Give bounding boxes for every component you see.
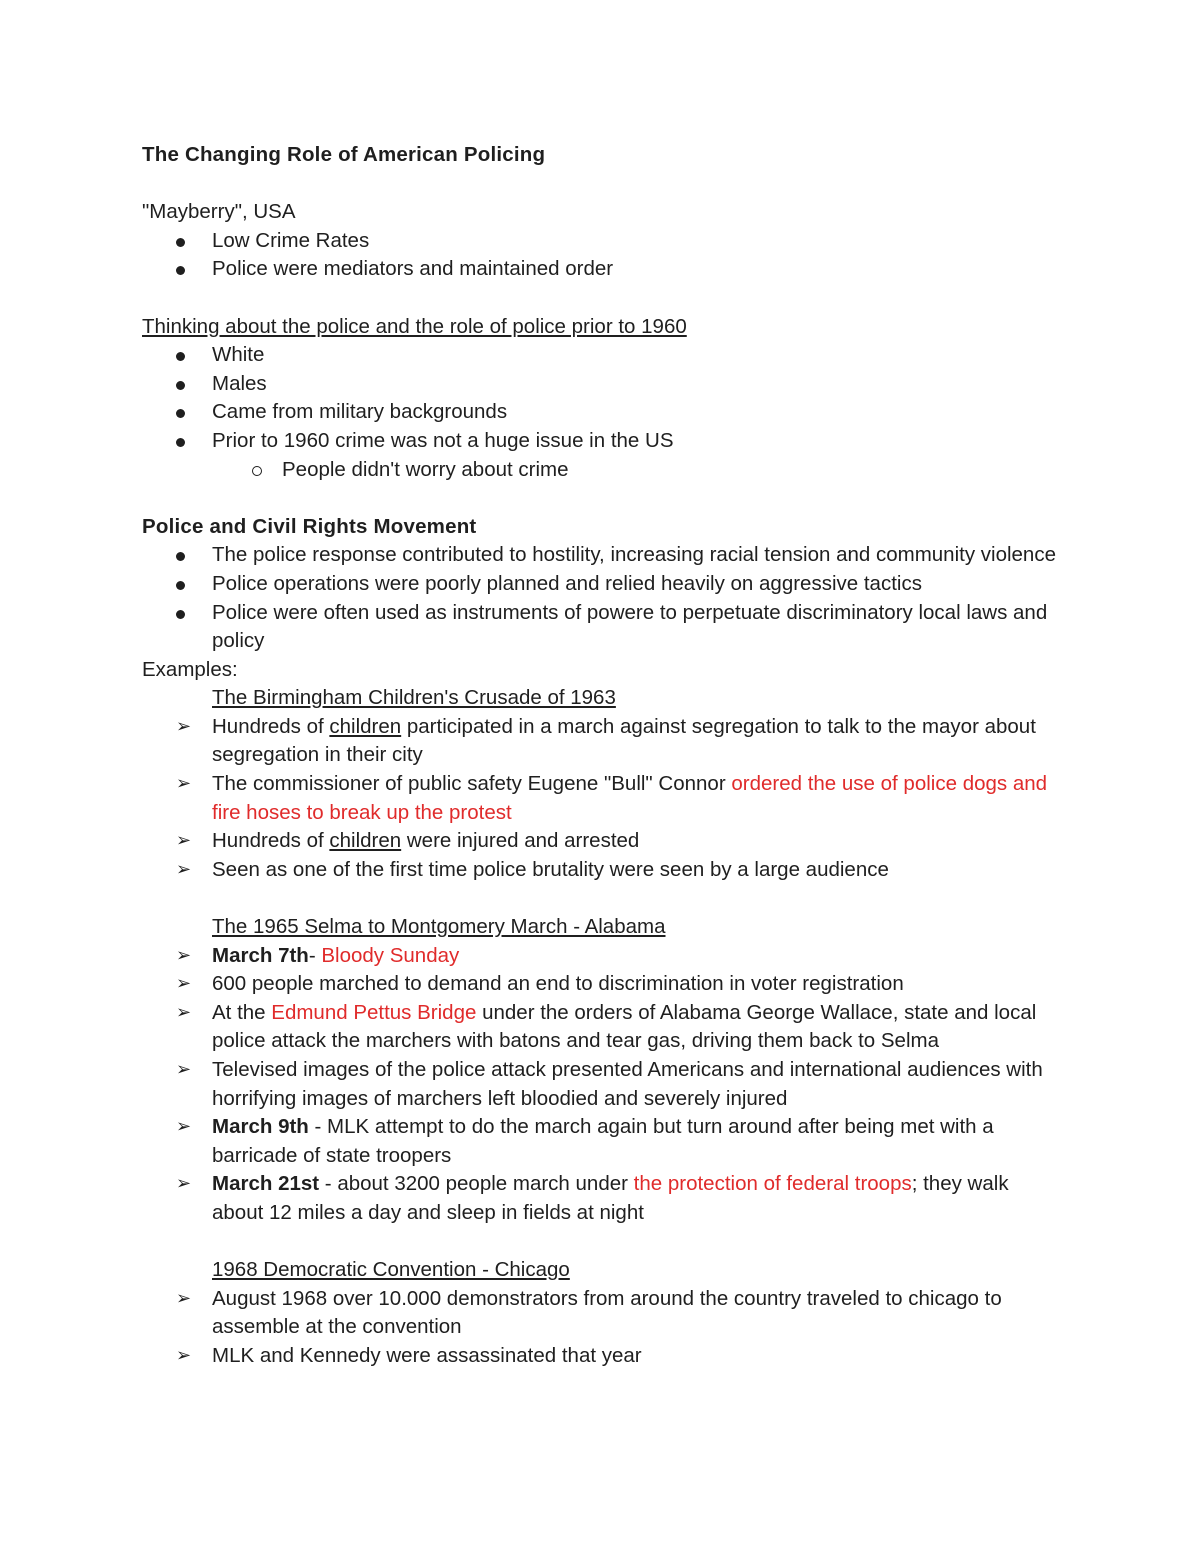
document-title: The Changing Role of American Policing [142,143,546,166]
list-item: The police response contributed to hostility, increasing racial tension and community violence [142,541,1062,570]
arrow-bullet-icon: ➢ [176,830,192,852]
list-item: ➢ March 9th - MLK attempt to do the march again but turn around after being met with a barricade of state troopers [176,1115,994,1167]
list-item: ➢ Hundreds of children participated in a march against segregation to talk to the mayor about segregation in their city [176,714,1036,767]
arrow-bullet-icon: ➢ [176,973,192,995]
list-item: Males [142,370,1062,399]
spacer [142,284,1062,313]
list-item: Police were often used as instruments of powere to perpetuate discriminatory local laws and policy [142,599,1062,656]
bullet-dot-icon [176,227,185,256]
list-item: ➢ Seen as one of the first time police brutality were seen by a large audience [142,856,1062,885]
sub-list-item: People didn't worry about crime [142,456,1062,485]
bullet-dot-icon [176,370,185,399]
arrow-bullet-icon: ➢ [176,858,192,880]
list-item: ➢ The commissioner of public safety Eugene "Bull" Connor ordered the use of police dogs and fire hoses to break up the protest [176,772,1048,824]
arrow-bullet-icon: ➢ [176,1116,192,1138]
bullet-dot-icon [176,541,185,570]
list-item: Low Crime Rates [142,227,1062,256]
list-item: ➢ Hundreds of children were injured and arrested [142,827,1062,856]
list-item: Police operations were poorly planned and relied heavily on aggressive tactics [142,570,1062,599]
arrow-bullet-icon: ➢ [176,715,192,737]
arrow-bullet-icon: ➢ [176,1001,192,1023]
bullet-dot-icon [176,570,185,599]
mayberry-heading: "Mayberry", USA [142,200,296,224]
selma-heading: The 1965 Selma to Montgomery March - Alabama [212,915,666,939]
list-item: ➢ 600 people marched to demand an end to discrimination in voter registration [142,970,1062,999]
arrow-bullet-icon: ➢ [176,1344,192,1366]
bullet-dot-icon [176,599,185,628]
spacer [142,884,1062,913]
list-item: ➢ March 7th- Bloody Sunday [142,942,1062,971]
document-body [142,141,1062,1371]
bullet-dot-icon [176,427,185,456]
pre1960-heading: Thinking about the police and the role of police prior to 1960 [142,314,687,338]
chicago-heading: 1968 Democratic Convention - Chicago [212,1258,570,1282]
arrow-bullet-icon: ➢ [176,1173,192,1195]
bullet-ring-icon [252,456,262,485]
spacer [142,1228,1062,1257]
list-item: ➢ Televised images of the police attack presented Americans and international audiences with horrifying images of marchers left bloodied and severely injured [176,1058,1043,1110]
list-item: White [142,341,1062,370]
bullet-dot-icon [176,398,185,427]
spacer [142,484,1062,513]
list-item: Prior to 1960 crime was not a huge issue in the US [142,427,1062,456]
list-item: Police were mediators and maintained order [142,255,1062,284]
birmingham-heading: The Birmingham Children's Crusade of 1963 [212,686,616,710]
arrow-bullet-icon: ➢ [176,1287,192,1309]
arrow-bullet-icon: ➢ [176,944,192,966]
list-item: Came from military backgrounds [142,398,1062,427]
list-item: ➢ MLK and Kennedy were assassinated that year [142,1342,1062,1371]
list-item: ➢ March 21st - about 3200 people march under the protection of federal troops; they walk about 12 miles a day and sleep in fields at night [176,1172,1009,1224]
list-item: ➢ August 1968 over 10.000 demonstrators from around the country traveled to chicago to assemble at the convention [176,1286,1002,1339]
arrow-bullet-icon: ➢ [176,1059,192,1080]
examples-label: Examples: [142,657,238,681]
bullet-dot-icon [176,255,185,284]
arrow-bullet-icon: ➢ [176,773,192,795]
spacer [142,170,1062,199]
civil-rights-heading: Police and Civil Rights Movement [142,514,477,538]
list-item: ➢ At the Edmund Pettus Bridge under the orders of Alabama George Wallace, state and local police attack the marchers with batons and tear gas, driving them back to Selma [176,1000,1037,1053]
bullet-dot-icon [176,341,185,370]
